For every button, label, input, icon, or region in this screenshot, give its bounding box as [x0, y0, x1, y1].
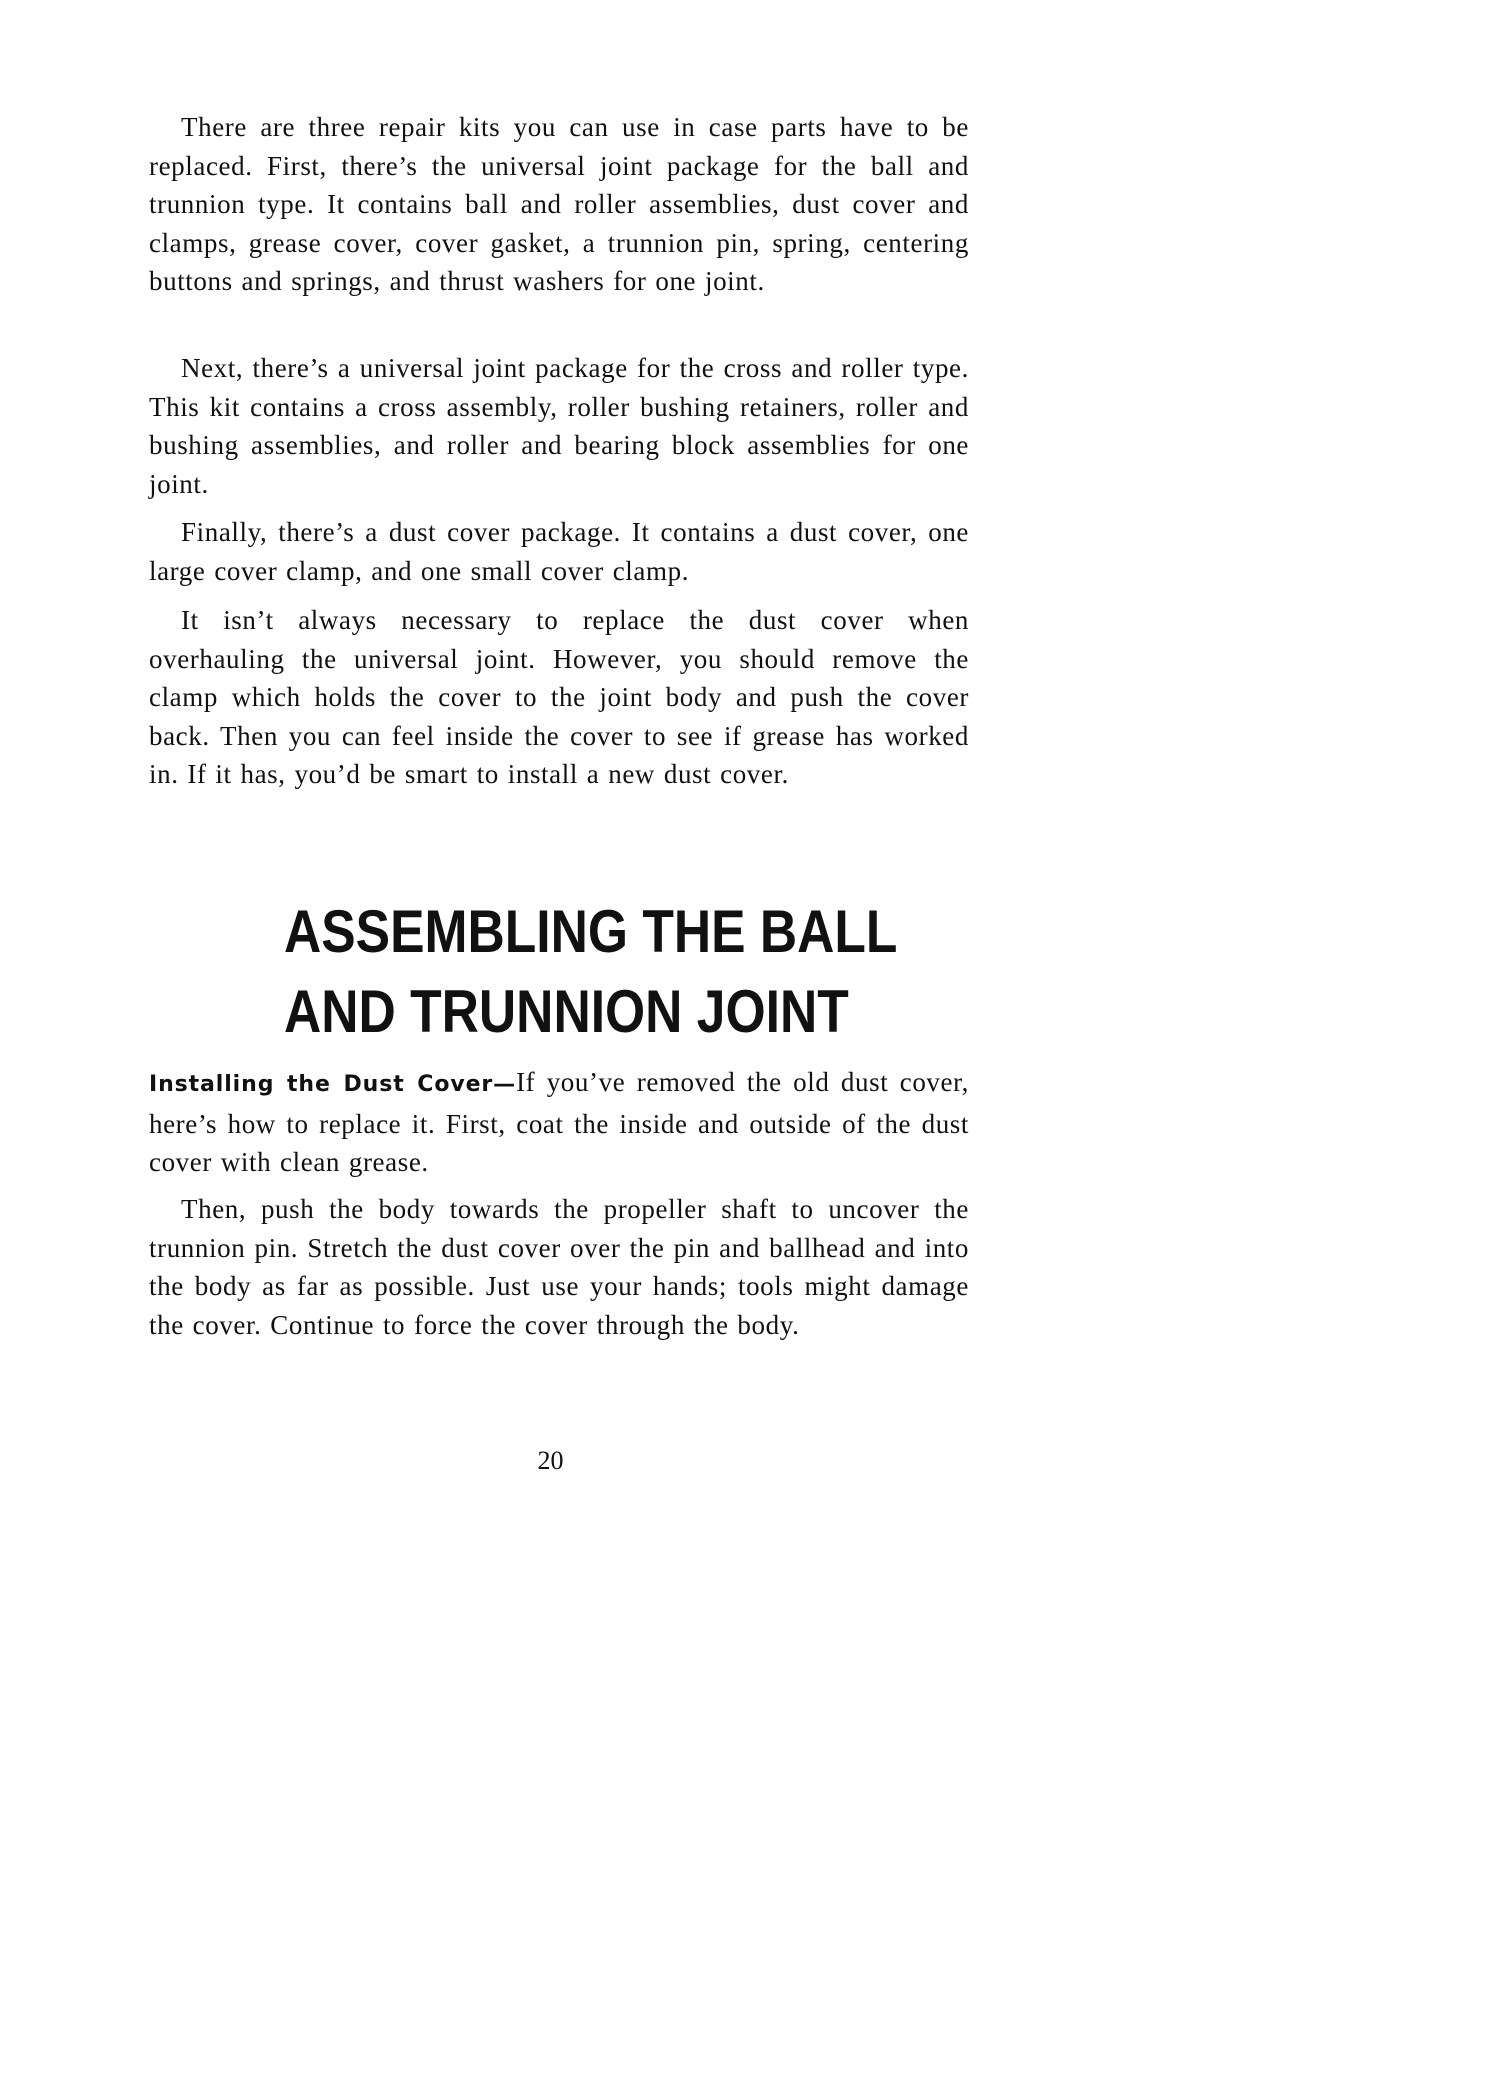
section-heading [284, 892, 898, 1052]
paragraph-replacing-dust-cover: It isn’t always necessary to replace the dust cover when overhauling the universal joint. However, you should remove the clamp which holds the cover to the joint body and push the cover back. Then you can feel inside the cover to see if grease has worked in. If it has, you’d be smart to install a new dust cover. [149, 605, 969, 789]
section-heading-line-1: ASSEMBLING THE BALL [284, 898, 898, 965]
paragraph-repair-kits: There are three repair kits you can use in case parts have to be replaced. First, there’s the universal joint package for the ball and trunnion type. It contains ball and roller assemblies, dust cover and clamps, grease cover, cover gasket, a trunnion pin, spring, centering buttons and springs, and thrust washers for one joint. [149, 112, 969, 296]
paragraph-installing-dust-cover-text: If you’ve removed the old dust cover, here’s how to replace it. First, coat the inside and outside of the dust cover with clean grease. [149, 1067, 969, 1177]
paragraph-cross-and-roller-kit: Next, there’s a universal joint package for the cross and roller type. This kit contains a cross assembly, roller bushing retainers, roller and bushing assemblies, and roller and bearing block assemblies for one joint. [149, 353, 969, 499]
section-heading-line-2: AND TRUNNION JOINT [284, 978, 849, 1045]
paragraph-installing-dust-cover [149, 1063, 969, 1182]
run-in-heading: Installing the Dust Cover— [149, 1072, 517, 1097]
paragraph-dust-cover-package: Finally, there’s a dust cover package. It contains a dust cover, one large cover clamp, and one small cover clamp. [149, 517, 969, 586]
paragraph-stretching-dust-cover: Then, push the body towards the propeller shaft to uncover the trunnion pin. Stretch the dust cover over the pin and ballhead and into the body as far as possible. Just use your hands; tools might damage the cover. Continue to force the cover through the body. [149, 1194, 969, 1340]
page-number: 20 [537, 1446, 564, 1475]
